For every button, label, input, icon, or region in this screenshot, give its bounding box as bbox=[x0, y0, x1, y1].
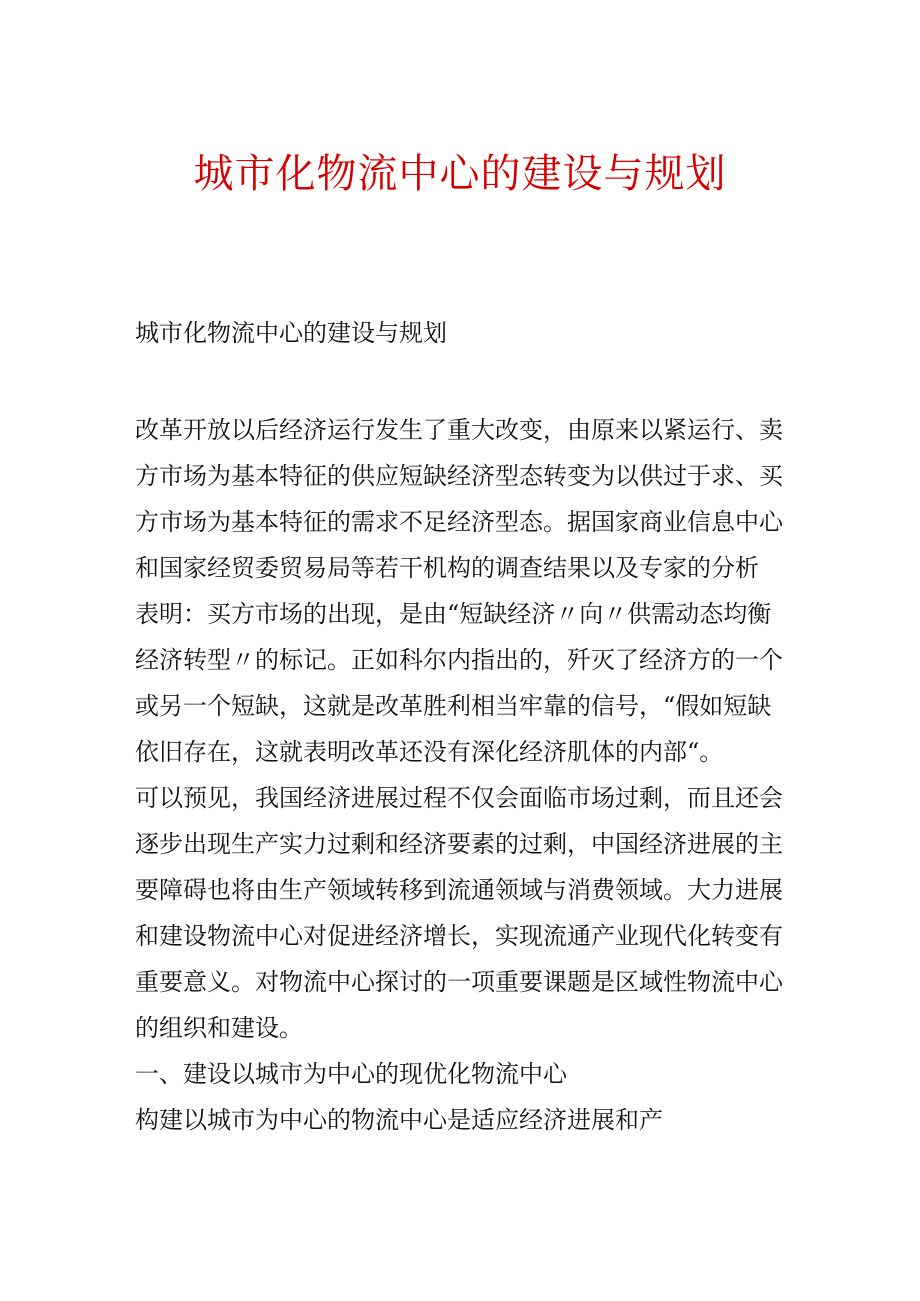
text-line: 表明：买方市场的出现，是由“短缺经济〃向〃供需动态均衡 bbox=[135, 600, 772, 628]
text-line: 重要意义。对物流中心探讨的一项重要课题是区域性物流中心 bbox=[135, 968, 783, 996]
text-line: 构建以城市为中心的物流中心是适应经济进展和产 bbox=[135, 1106, 663, 1134]
text-line: 或另一个短缺，这就是改革胜利相当牢靠的信号，“假如短缺 bbox=[135, 692, 772, 720]
text-line: 和建设物流中心对促进经济增长，实现流通产业现代化转变有 bbox=[135, 922, 783, 950]
text-line: 可以预见，我国经济进展过程不仅会面临市场过剩，而且还会 bbox=[135, 784, 783, 812]
text-line: 改革开放以后经济运行发生了重大改变，由原来以紧运行、卖 bbox=[135, 416, 783, 444]
document-title: 城市化物流中心的建设与规划 bbox=[193, 151, 727, 197]
body-text bbox=[135, 407, 795, 1143]
document-subtitle: 城市化物流中心的建设与规划 bbox=[135, 319, 447, 347]
text-line: 经济转型〃的标记。正如科尔内指出的，歼灭了经济方的一个 bbox=[135, 646, 783, 674]
text-line: 方市场为基本特征的供应短缺经济型态转变为以供过于求、买 bbox=[135, 462, 783, 490]
text-line: 和国家经贸委贸易局等若干机构的调查结果以及专家的分析 bbox=[135, 554, 759, 582]
section-heading: 一、建设以城市为中心的现优化物流中心 bbox=[135, 1060, 567, 1088]
text-line: 方市场为基本特征的需求不足经济型态。据国家商业信息中心 bbox=[135, 508, 783, 536]
text-line: 依旧存在，这就表明改革还没有深化经济肌体的内部“。 bbox=[135, 738, 724, 766]
text-line: 要障碍也将由生产领域转移到流通领域与消费领域。大力进展 bbox=[135, 876, 783, 904]
text-line: 的组织和建设。 bbox=[135, 1014, 303, 1042]
text-line: 逐步出现生产实力过剩和经济要素的过剩，中国经济进展的主 bbox=[135, 830, 783, 858]
